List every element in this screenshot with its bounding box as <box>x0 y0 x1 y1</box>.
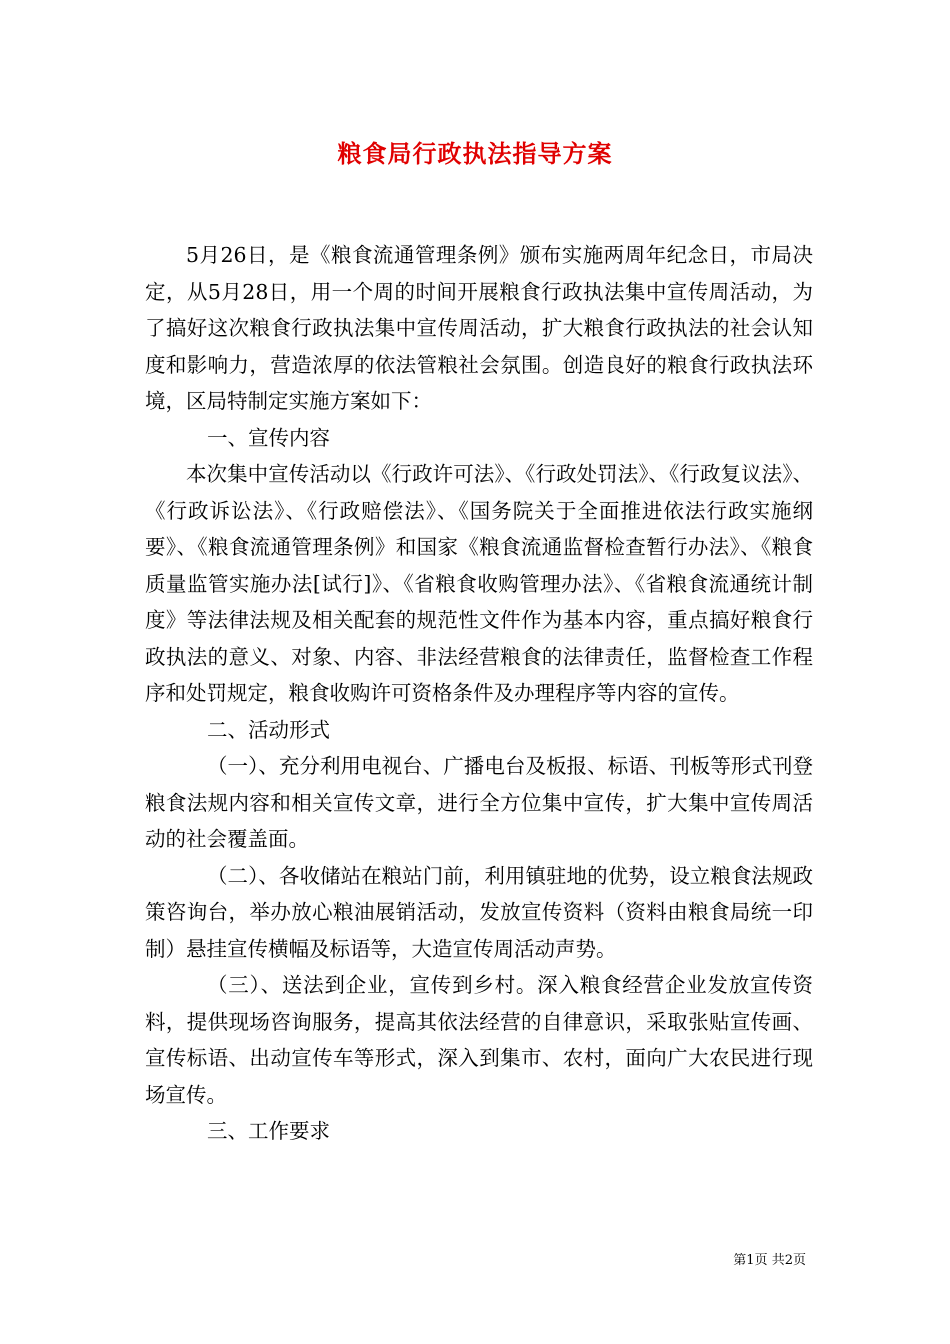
footer-page-suffix: 页 <box>792 1253 806 1268</box>
footer-page-prefix: 第 <box>733 1253 747 1268</box>
section-heading-work-requirements: 三、工作要求 <box>207 1119 330 1143</box>
intro-paragraph: 5月26日，是《粮食流通管理条例》颁布实施两周年纪念日，市局决定，从5月28日，用一个周的时间开展粮食行政执法集中宣传周活动，为了搞好这次粮食行政执法集中宣传周活动，扩大粮食行政执法的社会认知度和影响力，营造浓厚的依法管粮社会氛围。创造良好的粮食行政执法环境，区局特制定实施方案如下： <box>145 243 813 413</box>
section-heading-publicity-content: 一、宣传内容 <box>207 425 330 450</box>
footer-total-pages: 2 <box>784 1253 793 1268</box>
publicity-content-paragraph: 本次集中宣传活动以《行政许可法》、《行政处罚法》、《行政复议法》、《行政诉讼法》、《行政赔偿法》、《国务院关于全面推进依法行政实施纲要》、《粮食流通管理条例》和国家《粮食流通监督检查暂行办法》、《粮食质量监管实施办法[试行]》、《省粮食收购管理办法》、《省粮食流通统计制度》等法律法规及相关配套的规范性文件作为基本内容，重点搞好粮食行政执法的意义、对象、内容、非法经营粮食的法律责任，监督检查工作程序和处罚规定，粮食收购许可资格条件及办理程序等内容的宣传。 <box>145 462 813 705</box>
section-heading-activity-forms: 二、活动形式 <box>207 717 330 742</box>
activity-form-item-1: （一）、充分利用电视台、广播电台及板报、标语、刊板等形式刊登粮食法规内容和相关宣传文章，进行全方位集中宣传，扩大集中宣传周活动的社会覆盖面。 <box>145 754 813 851</box>
footer-page-middle: 页 共 <box>754 1253 785 1268</box>
page-footer <box>733 1249 806 1268</box>
activity-form-item-3: （三）、送法到企业，宣传到乡村。深入粮食经营企业发放宣传资料，提供现场咨询服务，提高其依法经营的自律意识，采取张贴宣传画、宣传标语、出动宣传车等形式，深入到集市、农村，面向广大农民进行现场宣传。 <box>145 973 813 1107</box>
document-body <box>145 237 813 1150</box>
document-title: 粮食局行政执法指导方案 <box>337 139 613 168</box>
activity-form-item-2: （二）、各收储站在粮站门前，利用镇驻地的优势，设立粮食法规政策咨询台，举办放心粮油展销活动，发放宣传资料（资料由粮食局统一印制）悬挂宣传横幅及标语等，大造宣传周活动声势。 <box>145 863 813 961</box>
footer-current-page: 1 <box>746 1253 755 1268</box>
